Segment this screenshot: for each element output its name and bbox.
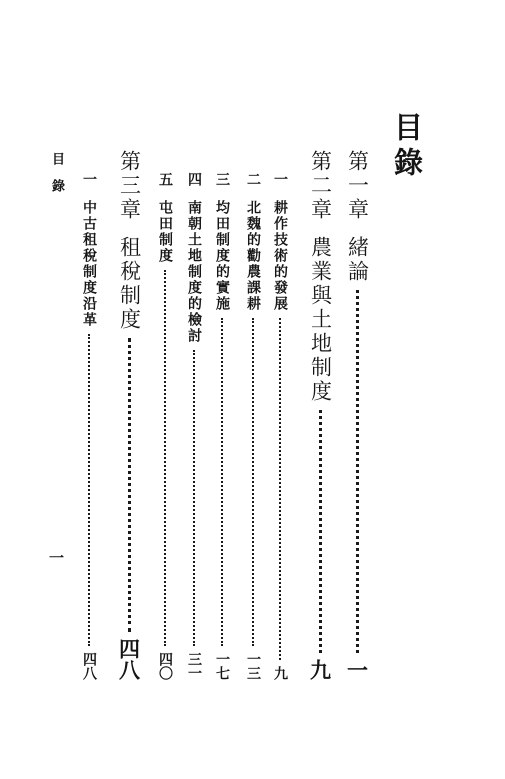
chapter-title: 農業與土地制度 [308,236,333,404]
toc-entry-label [215,172,229,312]
dot-leader [319,410,322,653]
section-title: 南朝土地制度的檢討 [186,200,202,344]
toc-entry-label [82,172,96,328]
toc-entry-section-2-4[interactable] [184,172,204,680]
section-title: 耕作技術的發展 [272,200,288,312]
page-number: 一 [47,550,65,565]
section-marker: 五 [157,172,173,188]
toc-entry-chapter-2[interactable] [305,150,335,680]
section-title: 北魏的勸農課耕 [245,200,261,312]
section-marker: 二 [245,172,261,188]
toc-entry-chapter-1[interactable] [342,150,372,680]
chapter-title: 租稅制度 [117,236,142,332]
toc-entry-label [119,150,140,332]
toc-entry-section-2-1[interactable] [270,172,290,680]
section-marker: 三 [214,172,230,188]
toc-entry-chapter-3[interactable] [114,150,144,680]
toc-title: 目錄 [390,112,424,182]
chapter-marker: 第一章 [345,150,370,222]
page-ref: 一三 [245,652,261,680]
page-ref: 四八 [81,652,97,680]
toc-entry-section-2-3[interactable] [212,172,232,680]
toc-entry-label [158,172,172,264]
running-header: 目錄 [49,152,64,206]
dot-leader [356,290,359,653]
page-ref: 四〇 [157,652,173,680]
page-ref: 九 [272,666,288,680]
toc-entry-label [273,172,287,312]
dot-leader [128,338,131,632]
toc-entry-section-2-5[interactable] [155,172,175,680]
page-ref: 三一 [186,652,202,680]
section-marker: 一 [81,172,97,188]
chapter-marker: 第三章 [117,150,142,222]
toc-entry-label [347,150,368,284]
dot-leader [279,318,281,660]
page-ref: 九 [307,659,333,680]
page-ref: 一 [344,659,370,680]
page-ref: 四八 [116,638,142,680]
section-title: 均田制度的實施 [214,200,230,312]
page-ref: 一七 [214,652,230,680]
toc-entry-label [246,172,260,312]
section-marker: 四 [186,172,202,188]
toc-entry-label [187,172,201,344]
dot-leader [193,350,195,646]
chapter-marker: 第二章 [308,150,333,222]
dot-leader [88,334,90,646]
dot-leader [221,318,223,646]
section-title: 屯田制度 [157,200,173,264]
dot-leader [252,318,254,646]
section-title: 中古租稅制度沿革 [81,200,97,328]
section-marker: 一 [272,172,288,188]
toc-entry-section-2-2[interactable] [243,172,263,680]
toc-entry-label [310,150,331,404]
toc-entry-section-3-1[interactable] [79,172,99,680]
chapter-title: 緒論 [345,236,370,284]
dot-leader [164,270,166,646]
